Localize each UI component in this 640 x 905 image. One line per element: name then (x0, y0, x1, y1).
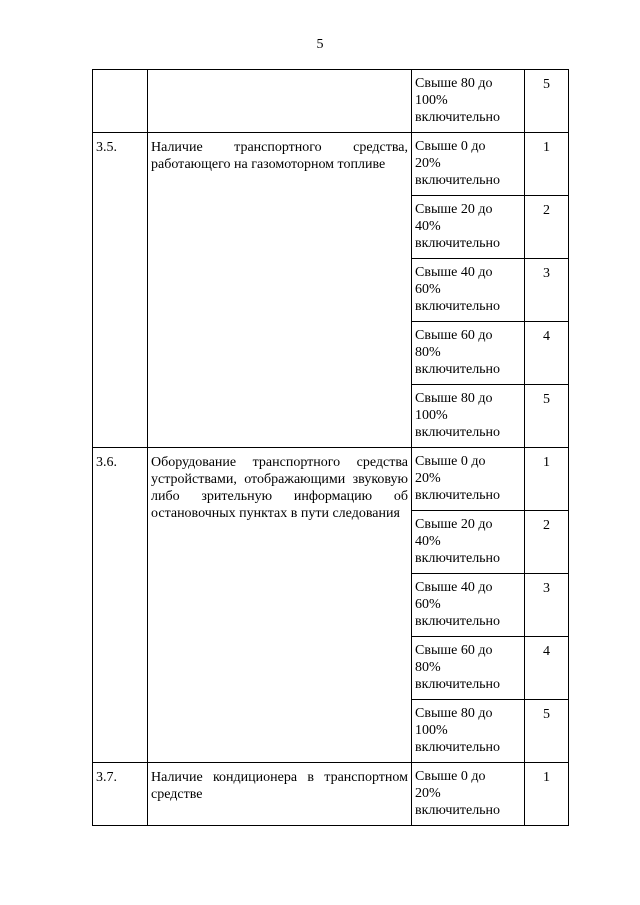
item-number-cell (93, 70, 148, 133)
range-cell: Свыше 40 до 60% включительно (412, 259, 525, 322)
range-cell: Свыше 80 до 100% включительно (412, 700, 525, 763)
score-cell: 2 (525, 196, 569, 259)
item-number-cell: 3.5. (93, 133, 148, 448)
criterion-name-cell: Наличие транспортного средства, работающего на газомоторном топливе (148, 133, 412, 448)
range-cell: Свыше 80 до 100% включительно (412, 385, 525, 448)
range-cell: Свыше 60 до 80% включительно (412, 322, 525, 385)
item-number-cell: 3.6. (93, 448, 148, 763)
table-row (93, 133, 569, 196)
table-row (93, 70, 569, 133)
range-cell: Свыше 0 до 20% включительно (412, 448, 525, 511)
score-cell: 1 (525, 133, 569, 196)
range-cell: Свыше 0 до 20% включительно (412, 133, 525, 196)
score-cell: 4 (525, 637, 569, 700)
score-cell: 5 (525, 385, 569, 448)
criterion-name-cell: Оборудование транспортного средства устройствами, отображающими звуковую либо зрительную информацию об остановочных пунктах в пути следования (148, 448, 412, 763)
score-cell: 5 (525, 700, 569, 763)
table-row (93, 763, 569, 826)
score-cell: 5 (525, 70, 569, 133)
range-cell: Свыше 20 до 40% включительно (412, 511, 525, 574)
score-cell: 3 (525, 574, 569, 637)
criterion-name-cell (148, 70, 412, 133)
range-cell: Свыше 40 до 60% включительно (412, 574, 525, 637)
score-cell: 4 (525, 322, 569, 385)
criterion-name-cell: Наличие кондиционера в транспортном средстве (148, 763, 412, 826)
range-cell: Свыше 60 до 80% включительно (412, 637, 525, 700)
range-cell: Свыше 0 до 20% включительно (412, 763, 525, 826)
criteria-table (92, 69, 569, 826)
score-cell: 1 (525, 763, 569, 826)
score-cell: 2 (525, 511, 569, 574)
table-row (93, 448, 569, 511)
score-cell: 1 (525, 448, 569, 511)
range-cell: Свыше 20 до 40% включительно (412, 196, 525, 259)
score-cell: 3 (525, 259, 569, 322)
page-number: 5 (316, 37, 324, 52)
range-cell: Свыше 80 до 100% включительно (412, 70, 525, 133)
item-number-cell: 3.7. (93, 763, 148, 826)
